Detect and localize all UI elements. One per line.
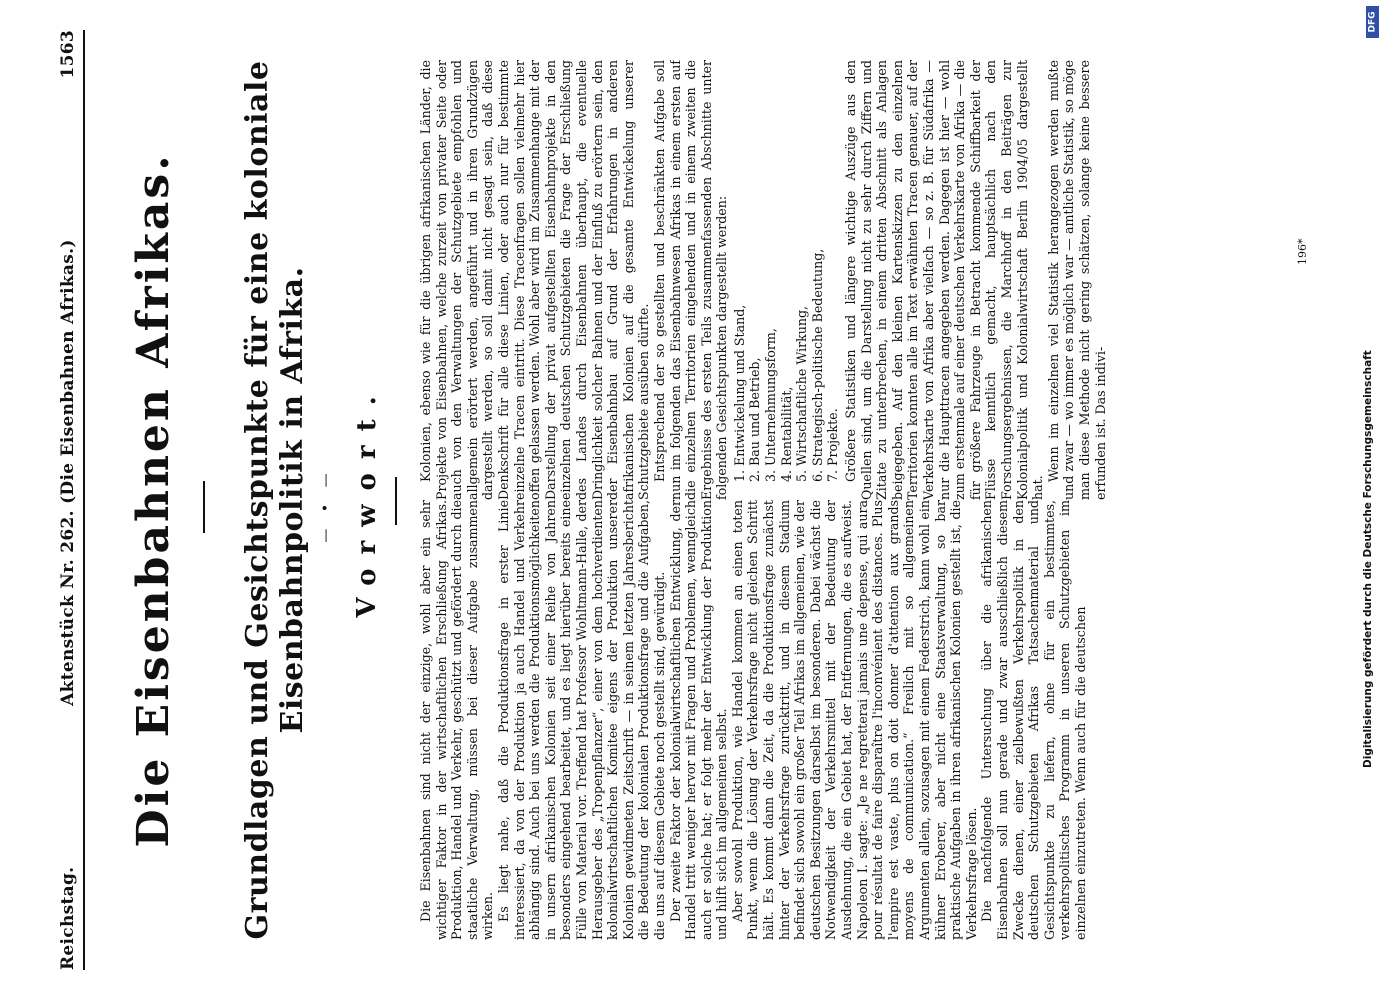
page-subtitle: Grundlagen und Gesichtspunkte für eine koloniale Eisenbahnpolitik in Afrika.	[240, 60, 310, 940]
paragraph: Kolonien, ebenso wie für die übrigen afrikanischen Länder, die Projekte von Eisenbahnen, welche zurzeit von privater Seite oder auch von den Verwaltungen der Schutzgebiete empfohlen und allgemein erörtert werden, angeführt und in ihren Grundzügen dargestellt werden, so soll damit nicht gesagt sein, daß diese Denkschrift für alle diese Linien, oder auch nur für bestimmte einzelne Tracen eintritt. Diese Tracenfragen sollen vielmehr hier offen gelassen werden. Wohl aber wird im Zusammenhange mit der Darstellung der privat aufgestellten Eisenbahnprojekte in den einzelnen deutschen Schutzgebieten die Frage der Erschließung des Landes durch Eisenbahnen überhaupt, die eventuelle Dringlichkeit solcher Bahnen und der Einfluß zu erörtern sein, den der Eisenbahnbau auf Grund der Erfahrungen in anderen afrikanischen Kolonien auf die gesamte Entwickelung unserer Schutzgebiete ausüben dürfte.	[418, 60, 652, 500]
paragraph: Es liegt nahe, daß die Produktionsfrage in erster Linie interessiert, da von der Produktion ja auch Handel und Verkehr abhängig sind. Auch bei uns werden die Produktionsmöglichkeiten in unsern afrikanischen Kolonien seit einer Reihe von Jahren besonders eingehend bearbeitet, und es liegt hierüber bereits eine Fülle von Material vor. Treffend hat Professor Wohltmann-Halle, der Herausgeber des „Tropenpflanzer“, einer von dem hochverdienten kolonialwirtschaftlichen Komitee eigens der Produktion unserer Kolonien gewidmeten Zeitschrift — in seinem letzten Jahresbericht die Bedeutung der kolonialen Produktionsfrage und die Aufgaben, die uns auf diesem Gebiete noch gestellt sind, gewürdigt.	[495, 500, 667, 940]
running-head-center	[58, 239, 78, 706]
digitization-credit: Digitalisierung gefördert durch die Deutsche Forschungsgemeinschaft	[1362, 350, 1374, 768]
paragraph: Die Eisenbahnen sind nicht der einzige, wohl aber ein sehr wichtiger Faktor in der wirtschaftlichen Erschließung Afrikas. Produktion, Handel und Verkehr, geschützt und gefördert durch die staatliche Verwaltung, müssen bei dieser Aufgabe zusammen wirken.	[418, 500, 496, 940]
list-item: 7. Projekte.	[825, 60, 841, 466]
text-column-right	[418, 60, 1328, 500]
list-item: 2. Bau und Betrieb,	[747, 60, 763, 466]
document-topic: (Die Eisenbahnen Afrikas.)	[58, 239, 78, 504]
page-signature-note: 196*	[1296, 238, 1309, 265]
aspects-list	[732, 60, 841, 466]
running-head	[55, 30, 85, 970]
list-item: 3. Unternehmungsform,	[763, 60, 779, 466]
list-item: 4. Rentabilität,	[779, 60, 795, 466]
dfg-logo-text: DFG	[1367, 11, 1378, 33]
paragraph: Größere Statistiken und längere wichtige Auszüge aus den Quellen sind, um die Darstellung nicht zu sehr durch Ziffern und Zitate zu unterbrechen, in einem dritten Abschnitt als Anlagen beigegeben. Auf den kleinen Kartenskizzen zu den einzelnen Territorien konnten alle im Text erwähnten Tracen genauer, auf der Verkehrskarte von Afrika aber vielfach — so z. B. für Südafrika — nur die Haupttracen angegeben werden. Dagegen ist hier — wohl zum erstenmale auf einer deutschen Verkehrskarte von Afrika — die für größere Fahrzeuge in Betracht kommende Schiffbarkeit der Flüsse kenntlich gemacht, hauptsächlich nach den Forschungsergebnissen, die Marchhoff in den Beiträgen zur Kolonialpolitik und Kolonialwirtschaft Berlin 1904/05 dargestellt hat.	[843, 60, 1046, 500]
text-column-left	[418, 500, 1328, 940]
title-divider	[203, 481, 205, 533]
paragraph: Aber sowohl Produktion, wie Handel kommen an einen toten Punkt, wenn die Lösung der Verkehrsfrage nicht gleichen Schritt hält. Es kommt dann die Zeit, da die Produktionsfrage zunächst hinter der Verkehrsfrage zurücktritt, und in diesem Stadium befindet sich sowohl ein großer Teil Afrikas im allgemeinen, wie der deutschen Besitzungen darselbst im besonderen. Dabei wächst die Notwendigkeit der Verkehrsmittel mit der Bedeutung der Ausdehnung, die ein Gebiet hat, der Entfernungen, die es aufweist. Napoleon I. sagte: „Je ne regretterai jamais une depense, qui aura pour résultat de faire disparaître l'inconvénient des distances. Plus l'empire est vaste, plus on doit donner d'attention aux grands moyens de communication.“ Freilich mit so allgemeinen Argumenten allein, sozusagen mit einem Federstrich, kann wohl ein kühner Eroberer, aber nicht eine Staatsverwaltung, so bar praktische Aufgaben in ihren afrikanischen Kolonien gestellt ist, die Verkehrsfrage lösen.	[729, 500, 979, 940]
section-heading: Vorwort.	[352, 382, 382, 618]
list-item: 6. Strategisch-politische Bedeutung,	[810, 60, 826, 466]
page-title: Die Eisenbahnen Afrikas.	[128, 152, 179, 848]
page-number: 1563	[58, 30, 78, 79]
heading-divider	[395, 477, 397, 525]
paragraph: Der zweite Faktor der kolonialwirtschaftlichen Entwicklung, der Handel tritt weniger hervor mit Fragen und Problemen, wenngleich auch er solche hat; er folgt mehr der Entwicklung der Produktion und hilft sich im allgemeinen selbst.	[667, 500, 730, 940]
paragraph: Wenn im einzelnen viel Statistik herangezogen werden mußte und zwar — wo immer es möglich war — amtliche Statistik, so möge man diese Methode nicht gering schätzen, solange keine bessere erfunden ist. Das indivi-	[1045, 60, 1108, 500]
ornamental-divider: — • —	[318, 467, 334, 543]
document-number: Aktenstück Nr. 262.	[58, 510, 78, 706]
list-item: 5. Wirtschaftliche Wirkung,	[794, 60, 810, 466]
paragraph: Entsprechend der so gestellten und beschränkten Aufgabe soll nun im folgenden das Eisenbahnwesen Afrikas in einem ersten auf die einzelnen Territorien eingehenden und in einem zweiten die Ergebnisse des ersten Teils zusammenfassenden Abschnitte unter folgenden Gesichtspunkten dargestellt werden:	[651, 60, 730, 500]
running-head-left: Reichstag.	[58, 866, 78, 970]
paragraph: Die nachfolgende Untersuchung über die afrikanischen Eisenbahnen soll nun gerade und zwar ausschließlich diesem Zwecke dienen, einer zielbewußten Verkehrspolitik in den deutschen Schutzgebieten Afrikas Tatsachenmaterial und Gesichtspunkte zu liefern, ohne für ein bestimmtes, verkehrspolitisches Programm in unseren Schutzgebieten im einzelnen einzutreten. Wenn auch für die deutschen	[979, 500, 1088, 940]
list-item: 1. Entwickelung und Stand,	[732, 60, 748, 466]
